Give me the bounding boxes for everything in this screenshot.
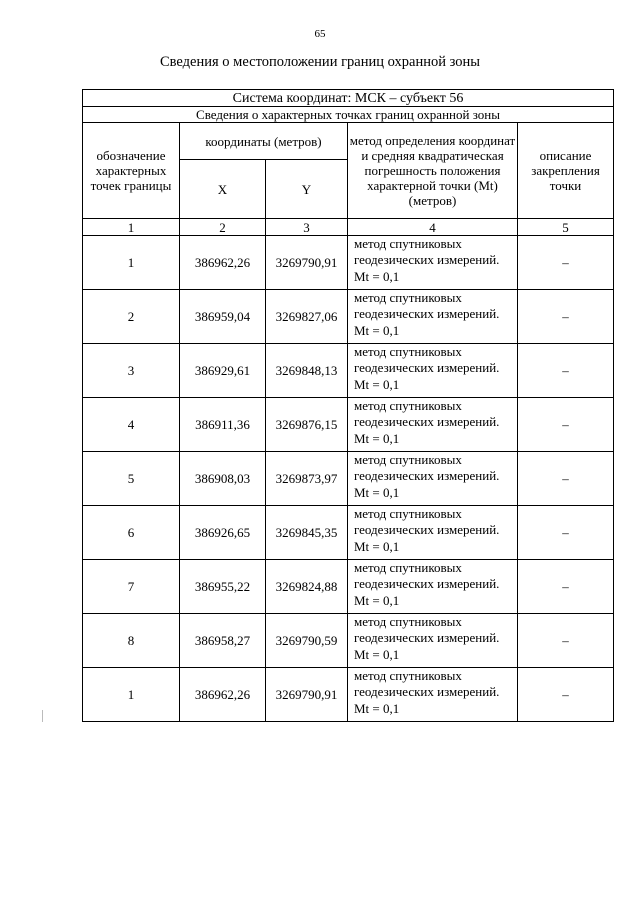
point-cell: 3 [83, 344, 180, 398]
section-row [83, 107, 614, 123]
table-row [83, 560, 614, 614]
table-row [83, 236, 614, 290]
point-cell: 1 [83, 236, 180, 290]
y-cell: 3269845,35 [266, 506, 348, 560]
x-cell: 386958,27 [180, 614, 266, 668]
method-cell: метод спутниковых геодезических измерений. Mt = 0,1 [348, 614, 518, 668]
x-cell: 386908,03 [180, 452, 266, 506]
x-cell: 386926,65 [180, 506, 266, 560]
method-cell: метод спутниковых геодезических измерений. Mt = 0,1 [348, 506, 518, 560]
column-number: 5 [518, 219, 614, 236]
method-cell: метод спутниковых геодезических измерений. Mt = 0,1 [348, 452, 518, 506]
table-row [83, 344, 614, 398]
header-coordinates: координаты (метров) [180, 123, 348, 160]
scan-mark [42, 710, 43, 722]
description-cell: – [518, 344, 614, 398]
description-cell: – [518, 668, 614, 722]
y-cell: 3269873,97 [266, 452, 348, 506]
coordinate-system: Система координат: МСК – субъект 56 [83, 90, 614, 107]
description-cell: – [518, 614, 614, 668]
description-cell: – [518, 398, 614, 452]
y-cell: 3269876,15 [266, 398, 348, 452]
description-cell: – [518, 236, 614, 290]
description-cell: – [518, 452, 614, 506]
method-cell: метод спутниковых геодезических измерений. Mt = 0,1 [348, 668, 518, 722]
table-row [83, 452, 614, 506]
table-row [83, 398, 614, 452]
x-cell: 386929,61 [180, 344, 266, 398]
header-method: метод определения координат и средняя квадратическая погрешность положения характерной точки (Mt) (метров) [348, 123, 518, 219]
y-cell: 3269827,06 [266, 290, 348, 344]
description-cell: – [518, 290, 614, 344]
document-title: Сведения о местоположении границ охранной зоны [159, 54, 480, 70]
point-cell: 7 [83, 560, 180, 614]
point-cell: 2 [83, 290, 180, 344]
x-cell: 386955,22 [180, 560, 266, 614]
point-cell: 8 [83, 614, 180, 668]
column-number: 4 [348, 219, 518, 236]
header-point: обозначение характерных точек границы [83, 123, 180, 219]
method-cell: метод спутниковых геодезических измерений. Mt = 0,1 [348, 290, 518, 344]
x-cell: 386911,36 [180, 398, 266, 452]
method-cell: метод спутниковых геодезических измерений. Mt = 0,1 [348, 560, 518, 614]
method-cell: метод спутниковых геодезических измерений. Mt = 0,1 [348, 398, 518, 452]
point-cell: 1 [83, 668, 180, 722]
header-x: X [180, 160, 266, 219]
table-row [83, 614, 614, 668]
method-cell: метод спутниковых геодезических измерений. Mt = 0,1 [348, 236, 518, 290]
coordinates-table [82, 89, 614, 722]
column-number: 3 [266, 219, 348, 236]
description-cell: – [518, 506, 614, 560]
point-cell: 4 [83, 398, 180, 452]
y-cell: 3269824,88 [266, 560, 348, 614]
y-cell: 3269790,91 [266, 668, 348, 722]
point-cell: 6 [83, 506, 180, 560]
table-body [83, 236, 614, 722]
header-row [83, 123, 614, 160]
description-cell: – [518, 560, 614, 614]
column-number: 2 [180, 219, 266, 236]
page-number: 65 [314, 28, 326, 40]
y-cell: 3269790,91 [266, 236, 348, 290]
table-row [83, 668, 614, 722]
x-cell: 386962,26 [180, 668, 266, 722]
header-description: описание закрепления точки [518, 123, 614, 219]
column-number: 1 [83, 219, 180, 236]
table-row [83, 290, 614, 344]
y-cell: 3269790,59 [266, 614, 348, 668]
x-cell: 386959,04 [180, 290, 266, 344]
system-row [83, 90, 614, 107]
point-cell: 5 [83, 452, 180, 506]
header-y: Y [266, 160, 348, 219]
y-cell: 3269848,13 [266, 344, 348, 398]
method-cell: метод спутниковых геодезических измерений. Mt = 0,1 [348, 344, 518, 398]
section-title: Сведения о характерных точках границ охранной зоны [83, 107, 614, 123]
x-cell: 386962,26 [180, 236, 266, 290]
column-number-row [83, 219, 614, 236]
table-row [83, 506, 614, 560]
